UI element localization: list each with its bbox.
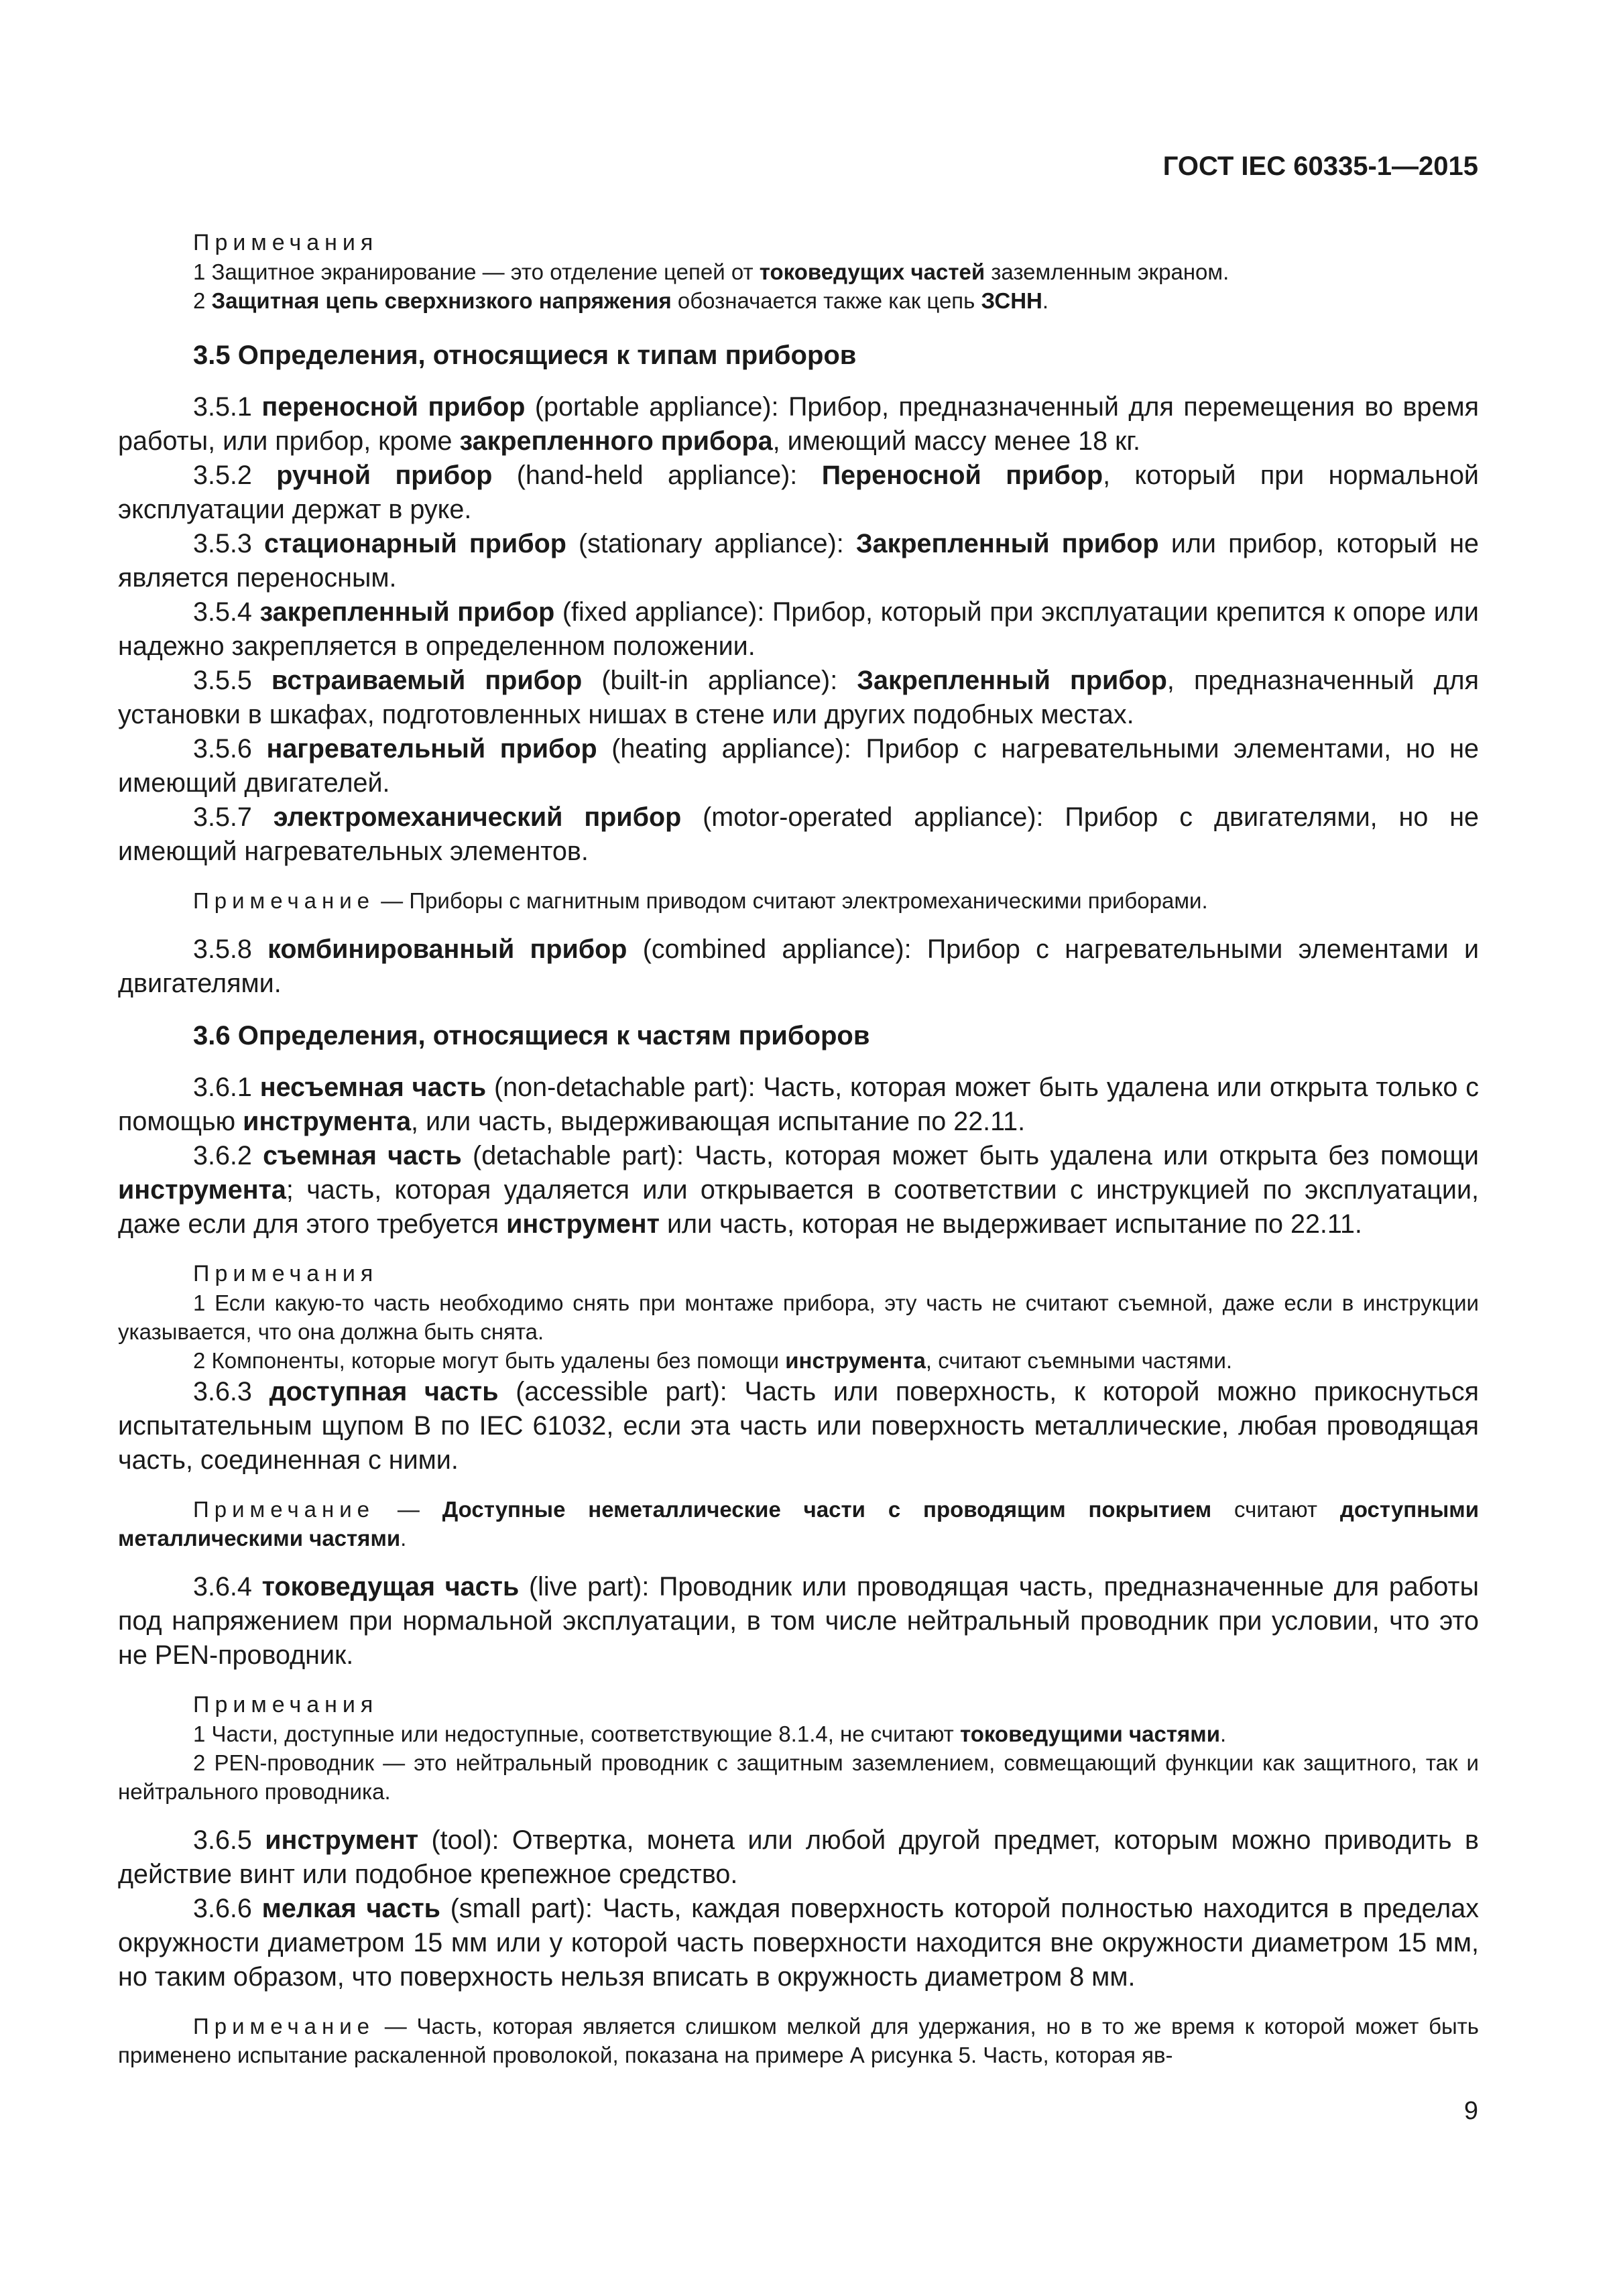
definition-3-5-3: 3.5.3 стационарный прибор (stationary appliance): Закрепленный прибор или прибор, который не является переносным. [118, 529, 1480, 593]
note-single: Примечание — Приборы с магнитным приводом считают электромеханическими приборами. [193, 888, 1208, 913]
definition-3-5-7: 3.5.7 электромеханический прибор (motor-operated appliance): Прибор с двигателями, но не имеющий нагревательных элементов. [118, 802, 1480, 866]
section-heading-3-6: 3.6 Определения, относящиеся к частям приборов [193, 1021, 870, 1050]
definition-3-6-5: 3.6.5 инструмент (tool): Отвертка, монета или любой другой предмет, которым можно приводить в действие винт или подобное крепежное средство. [118, 1825, 1479, 1889]
definition-3-5-6: 3.5.6 нагревательный прибор (heating appliance): Прибор с нагревательными элементами, но не имеющий двигателей. [118, 734, 1479, 798]
definition-3-5-1: 3.5.1 переносной прибор (portable appliance): Прибор, предназначенный для перемещения во время работы, или прибор, кроме закрепленного прибора, имеющий массу менее 18 кг. [118, 392, 1479, 456]
definition-3-6-1: 3.6.1 несъемная часть (non-detachable part): Часть, которая может быть удалена или открыта только с помощью инструмента, или часть, выдерживающая испытание по 22.11. [118, 1073, 1480, 1136]
definition-3-5-8: 3.5.8 комбинированный прибор (combined appliance): Прибор с нагревательными элементами и двигателями. [118, 934, 1480, 998]
note-item: 2 Компоненты, которые могут быть удалены без помощи инструмента, считают съемными частями. [193, 1348, 1233, 1373]
note-single: Примечание — Часть, которая является слишком мелкой для удержания, но в то же время к которой может быть применено испытание раскаленной проволокой, показана на примере А рисунка 5. Часть, которая яв- [118, 2014, 1479, 2067]
definition-3-5-5: 3.5.5 встраиваемый прибор (built-in appliance): Закрепленный прибор, предназначенный для установки в шкафах, подготовленных нишах в стене или других подобных местах. [118, 666, 1479, 729]
note-item: 1 Части, доступные или недоступные, соответствующие 8.1.4, не считают токоведущими частями. [193, 1721, 1227, 1746]
document-body [118, 228, 1479, 2069]
notes-heading: Примечания [193, 1261, 379, 1286]
definition-3-6-6: 3.6.6 мелкая часть (small part): Часть, каждая поверхность которой полностью находится в пределах окружности диаметром 15 мм или у которой часть поверхности находится вне окружности диаметром 15 мм, но таким образом, что поверхность нельзя вписать в окружность диаметром 8 мм. [118, 1894, 1479, 1992]
definition-3-5-2: 3.5.2 ручной прибор (hand-held appliance): Переносной прибор, который при нормальной эксплуатации держат в руке. [118, 461, 1479, 524]
notes-heading: Примечания [193, 230, 379, 255]
note-item: 1 Если какую-то часть необходимо снять при монтаже прибора, эту часть не считают съемной, даже если в инструкции указывается, что она должна быть снята. [118, 1290, 1479, 1344]
note-item: 2 PEN-проводник — это нейтральный проводник с защитным заземлением, совмещающий функции как защитного, так и нейтрального проводника. [118, 1750, 1479, 1804]
definition-3-5-4: 3.5.4 закрепленный прибор (fixed appliance): Прибор, который при эксплуатации крепится к опоре или надежно закрепляется в определенном положении. [118, 597, 1479, 661]
definition-3-6-3: 3.6.3 доступная часть (accessible part): Часть или поверхность, к которой можно прикоснуться испытательным щупом В по IEC 61032, если эта часть или поверхность металлические, любая проводящая часть, соединенная с ними. [118, 1377, 1479, 1475]
notes-heading: Примечания [193, 1692, 379, 1717]
note-single: Примечание — Доступные неметаллические части с проводящим покрытием считают доступными металлическими частями. [118, 1497, 1479, 1551]
definition-3-6-4: 3.6.4 токоведущая часть (live part): Проводник или проводящая часть, предназначенные для работы под напряжением при нормальной эксплуатации, в том числе нейтральный проводник при условии, что это не PEN-проводник. [118, 1572, 1480, 1670]
section-heading-3-5: 3.5 Определения, относящиеся к типам приборов [193, 341, 857, 370]
definition-3-6-2: 3.6.2 съемная часть (detachable part): Часть, которая может быть удалена или открыта без помощи инструмента; часть, которая удаляется или открывается в соответствии с инструкцией по эксплуатации, даже если для этого требуется инструмент или часть, которая не выдерживает испытание по 22.11. [118, 1141, 1479, 1239]
note-item: 1 Защитное экранирование — это отделение цепей от токоведущих частей заземленным экраном. [193, 259, 1229, 284]
page-number: 9 [1463, 2097, 1478, 2125]
note-item: 2 Защитная цепь сверхнизкого напряжения обозначается также как цепь ЗСНН. [193, 288, 1049, 313]
document-header: ГОСТ IEC 60335-1—2015 [1162, 152, 1478, 181]
